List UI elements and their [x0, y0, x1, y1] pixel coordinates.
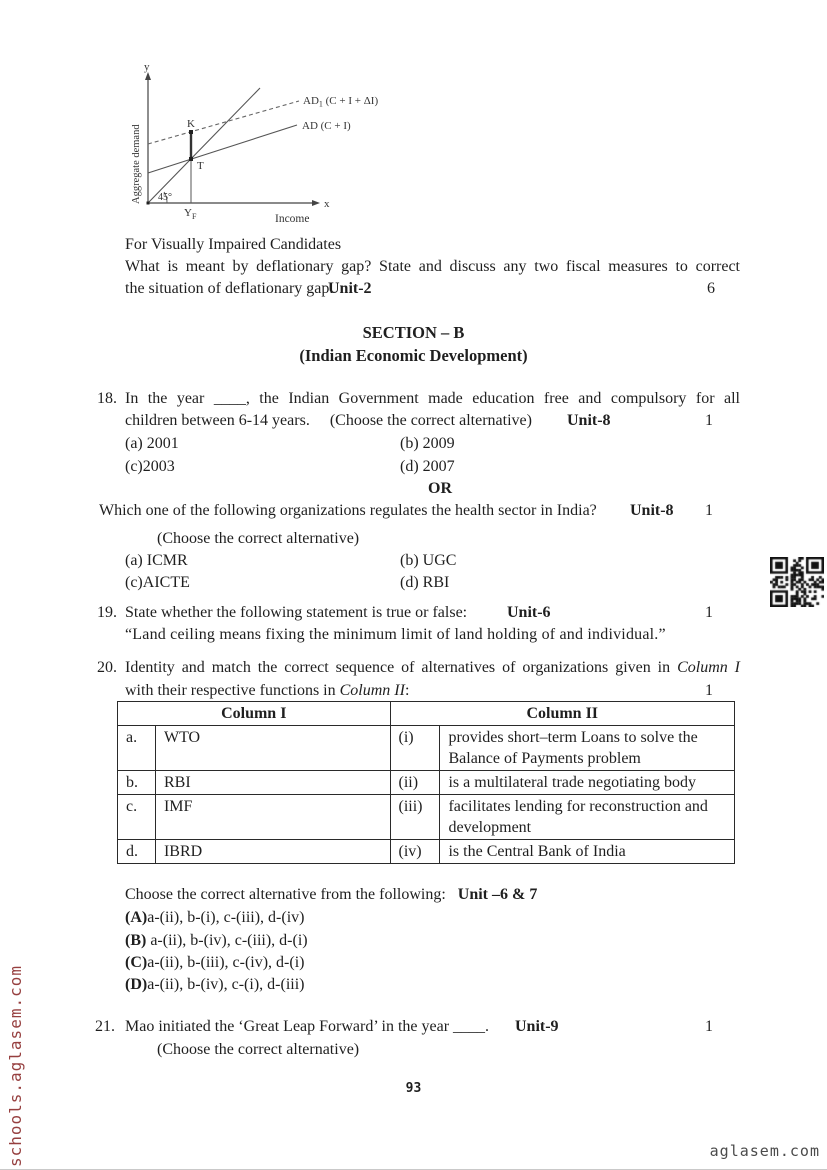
marks: 1: [705, 412, 713, 429]
q19-statement: “Land ceiling means fixing the minimum limit of land holding of and individual.”: [125, 626, 666, 643]
h-axis-title: Income: [275, 213, 310, 225]
table-cell-roman: (ii): [390, 771, 440, 795]
table-cell-org: IBRD: [155, 840, 390, 864]
table-cell-roman: (i): [390, 726, 440, 771]
q20-alt-d: (D)a-(ii), b-(iv), c-(i), d-(iii): [125, 976, 305, 993]
unit-tag: Unit-2: [328, 280, 372, 297]
table-cell-org: WTO: [155, 726, 390, 771]
q20-choose: Choose the correct alternative from the following: Unit –6 & 7: [125, 886, 538, 903]
x-axis-arrow-icon: [312, 200, 320, 206]
marks: 6: [707, 280, 715, 297]
unit-tag: Unit –6 & 7: [457, 886, 538, 903]
q18-or-option-b: (b) UGC: [400, 552, 457, 569]
x-axis-label: x: [324, 198, 330, 210]
table-cell-function: facilitates lending for reconstruction and development: [440, 795, 735, 840]
table-row: [118, 795, 735, 840]
marks: 1: [705, 604, 713, 621]
table-cell-letter: d.: [118, 840, 156, 864]
unit-tag: Unit-8: [567, 412, 611, 429]
table-cell-roman: (iii): [390, 795, 440, 840]
y-axis-label: y: [144, 61, 150, 73]
deflationary-gap-graph: [125, 56, 395, 234]
q18-option-c: (c)2003: [125, 458, 175, 475]
q18-option-d: (d) 2007: [400, 458, 455, 475]
table-cell-org: RBI: [155, 771, 390, 795]
choose-instruction: (Choose the correct alternative): [157, 1041, 360, 1058]
q18-or-option-c: (c)AICTE: [125, 574, 190, 591]
q18-line1: In the year ____, the Indian Government made education free and compulsory for all: [125, 390, 740, 407]
intro-line2: the situation of deflationary gap.: [125, 280, 334, 297]
q20-alt-a: (A)a-(ii), b-(i), c-(iii), d-(iv): [125, 909, 305, 926]
table-cell-letter: c.: [118, 795, 156, 840]
watermark-bottom-right: aglasem.com: [709, 1142, 820, 1160]
question-number: 18.: [97, 390, 117, 407]
column-ii-ref: Column II: [339, 682, 405, 699]
column-i-ref: Column I: [677, 659, 741, 676]
choose-instruction: (Choose the correct alternative): [157, 530, 360, 547]
table-cell-roman: (iv): [390, 840, 440, 864]
table-row: [118, 840, 735, 864]
q18-option-a: (a) 2001: [125, 435, 179, 452]
45-degree-line: [148, 88, 260, 203]
or-separator: OR: [428, 480, 452, 497]
q18-or-question: Which one of the following organizations regulates the health sector in India?: [99, 502, 597, 519]
qr-code: [770, 557, 824, 607]
marks: 1: [705, 502, 713, 519]
table-cell-letter: b.: [118, 771, 156, 795]
point-k-label: K: [187, 118, 195, 130]
q18-or-option-a: (a) ICMR: [125, 552, 188, 569]
unit-tag: Unit-6: [507, 604, 551, 621]
point-t-marker: [189, 157, 193, 161]
choose-instruction: (Choose the correct alternative): [329, 412, 532, 429]
q20-alt-b: (B) a-(ii), b-(iv), c-(iii), d-(i): [125, 932, 308, 949]
intro-line1: What is meant by deflationary gap? State and discuss any two fiscal measures to correct: [125, 258, 740, 275]
ad1-label: $AD_1$ (C + I + ΔI): [303, 95, 379, 109]
angle-label: 45°: [158, 192, 172, 203]
vi-heading: For Visually Impaired Candidates: [125, 236, 342, 253]
ad1-dashed-line: [148, 101, 299, 144]
table-row: [118, 771, 735, 795]
table-cell-org: IMF: [155, 795, 390, 840]
point-t-label: T: [197, 160, 204, 172]
table-cell-function: is the Central Bank of India: [440, 840, 735, 864]
q18-or-option-d: (d) RBI: [400, 574, 450, 591]
table-cell-function: is a multilateral trade negotiating body: [440, 771, 735, 795]
unit-tag: Unit-8: [630, 502, 674, 519]
ad-label: AD (C + I): [302, 120, 351, 132]
marks: 1: [705, 682, 713, 699]
yf-label: $Y_F$: [184, 207, 197, 221]
q20-line1: Identity and match the correct sequence of alternatives of organizations given in Column I: [125, 659, 741, 676]
matching-table: [117, 701, 735, 864]
q18-option-b: (b) 2009: [400, 435, 455, 452]
point-k-marker: [189, 130, 193, 134]
v-axis-title: Aggregate demand: [131, 124, 142, 204]
q19-text: State whether the following statement is true or false:: [125, 604, 468, 621]
q18-line2: children between 6-14 years. (Choose the correct alternative): [125, 412, 532, 429]
q20-line2: with their respective functions in Column II:: [125, 682, 410, 699]
table-row: [118, 726, 735, 771]
table-cell-function: provides short–term Loans to solve the Balance of Payments problem: [440, 726, 735, 771]
watermark-left: schools.aglasem.com: [6, 964, 25, 1167]
question-number: 21.: [95, 1018, 115, 1035]
question-number: 20.: [97, 659, 117, 676]
ad-line: [148, 125, 297, 173]
y-axis-arrow-icon: [145, 72, 151, 80]
marks: 1: [705, 1018, 713, 1035]
table-header-column-ii: Column II: [390, 702, 735, 726]
table-header-column-i: Column I: [118, 702, 391, 726]
section-subtitle: (Indian Economic Development): [299, 346, 528, 365]
origin-marker: [147, 202, 150, 205]
q20-alt-c: (C)a-(ii), b-(iii), c-(iv), d-(i): [125, 954, 305, 971]
page-number: 93: [405, 1081, 422, 1096]
unit-tag: Unit-9: [515, 1018, 559, 1035]
table-cell-letter: a.: [118, 726, 156, 771]
section-title: SECTION – B: [362, 323, 465, 342]
q21-text: Mao initiated the ‘Great Leap Forward’ in the year ____.: [125, 1018, 490, 1035]
question-number: 19.: [97, 604, 117, 621]
